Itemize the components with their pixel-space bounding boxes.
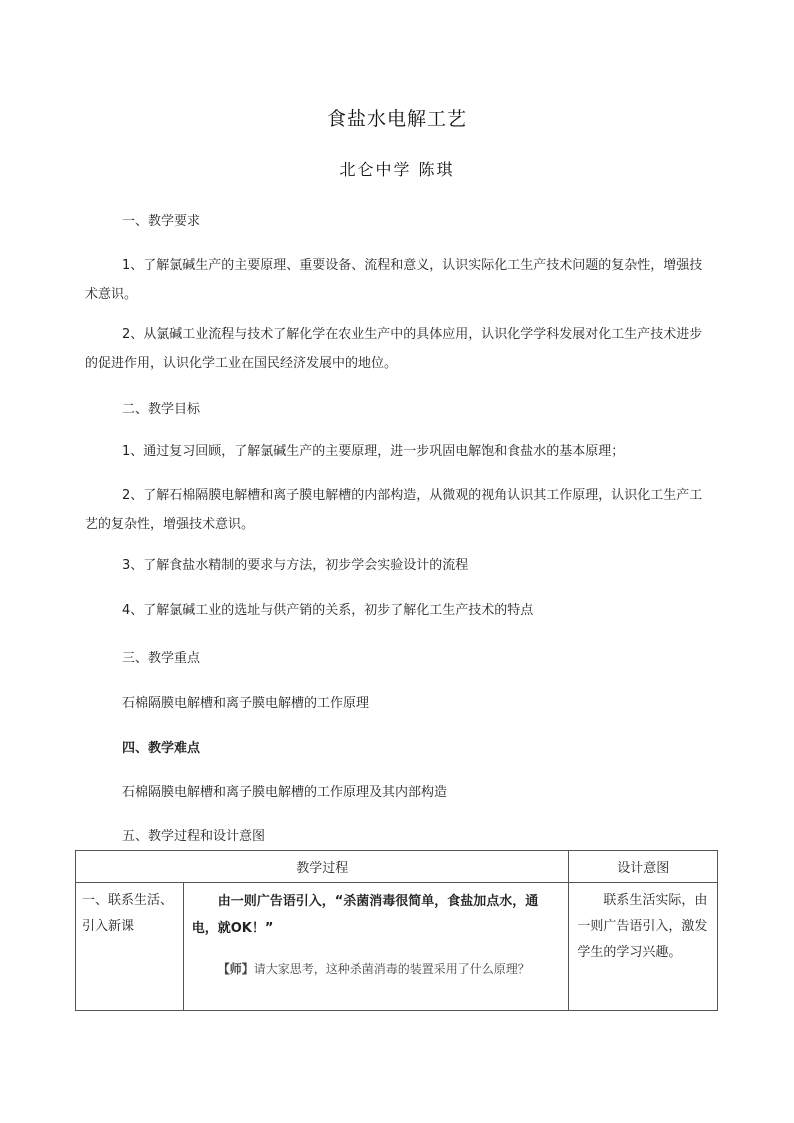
header-intent: 设计意图 xyxy=(569,851,718,883)
section-heading-process: 五、教学过程和设计意图 xyxy=(122,829,266,844)
document-author: 北仑中学 陈琪 xyxy=(339,160,455,179)
paragraph-key-points: 石棉隔膜电解槽和离子膜电解槽的工作原理 xyxy=(122,696,370,711)
intent-cell xyxy=(569,883,718,1011)
paragraph-objective-2: 2、了解石棉隔膜电解槽和离子膜电解槽的内部构造，从微观的视角认识其工作原理，认识化工生产工艺的复杂性，增强技术意识。 xyxy=(85,488,703,532)
teacher-tag: 【师】 xyxy=(217,962,254,976)
paragraph-objective-3: 3、了解食盐水精制的要求与方法，初步学会实验设计的流程 xyxy=(122,558,469,573)
intro-text: 由一则广告语引入，“杀菌消毒很简单，食盐加点水，通电，就OK！” xyxy=(191,894,539,936)
teacher-text: 请大家思考，这种杀菌消毒的装置采用了什么原理？ xyxy=(253,962,530,976)
intent-text: 联系生活实际，由一则广告语引入，激发学生的学习兴趣。 xyxy=(577,893,708,960)
section-heading-difficulties: 四、教学难点 xyxy=(122,741,201,756)
document-title: 食盐水电解工艺 xyxy=(326,108,467,130)
teaching-process-table xyxy=(75,850,718,1011)
section-heading-key-points: 三、教学重点 xyxy=(122,651,201,666)
table-row xyxy=(76,883,718,1011)
teacher-prompt xyxy=(192,956,561,983)
paragraph-objective-1: 1、通过复习回顾，了解氯碱生产的主要原理，进一步巩固电解饱和食盐水的基本原理； xyxy=(122,444,625,459)
paragraph-requirement-2: 2、从氯碱工业流程与技术了解化学在农业生产中的具体应用，认识化学学科发展对化工生产技术进步的促进作用，认识化学工业在国民经济发展中的地位。 xyxy=(85,327,703,371)
process-cell xyxy=(183,883,569,1011)
table-header-row xyxy=(76,851,718,883)
paragraph-difficulties: 石棉隔膜电解槽和离子膜电解槽的工作原理及其内部构造 xyxy=(122,785,448,800)
stage-cell: 一、联系生活、引入新课 xyxy=(76,883,184,1011)
section-heading-objectives: 二、教学目标 xyxy=(122,402,201,417)
section-heading-requirements: 一、教学要求 xyxy=(122,214,201,229)
paragraph-requirement-1: 1、了解氯碱生产的主要原理、重要设备、流程和意义，认识实际化工生产技术问题的复杂性，增强技术意识。 xyxy=(85,258,703,302)
paragraph-objective-4: 4、了解氯碱工业的选址与供产销的关系，初步了解化工生产技术的特点 xyxy=(122,603,534,618)
header-process: 教学过程 xyxy=(76,851,569,883)
